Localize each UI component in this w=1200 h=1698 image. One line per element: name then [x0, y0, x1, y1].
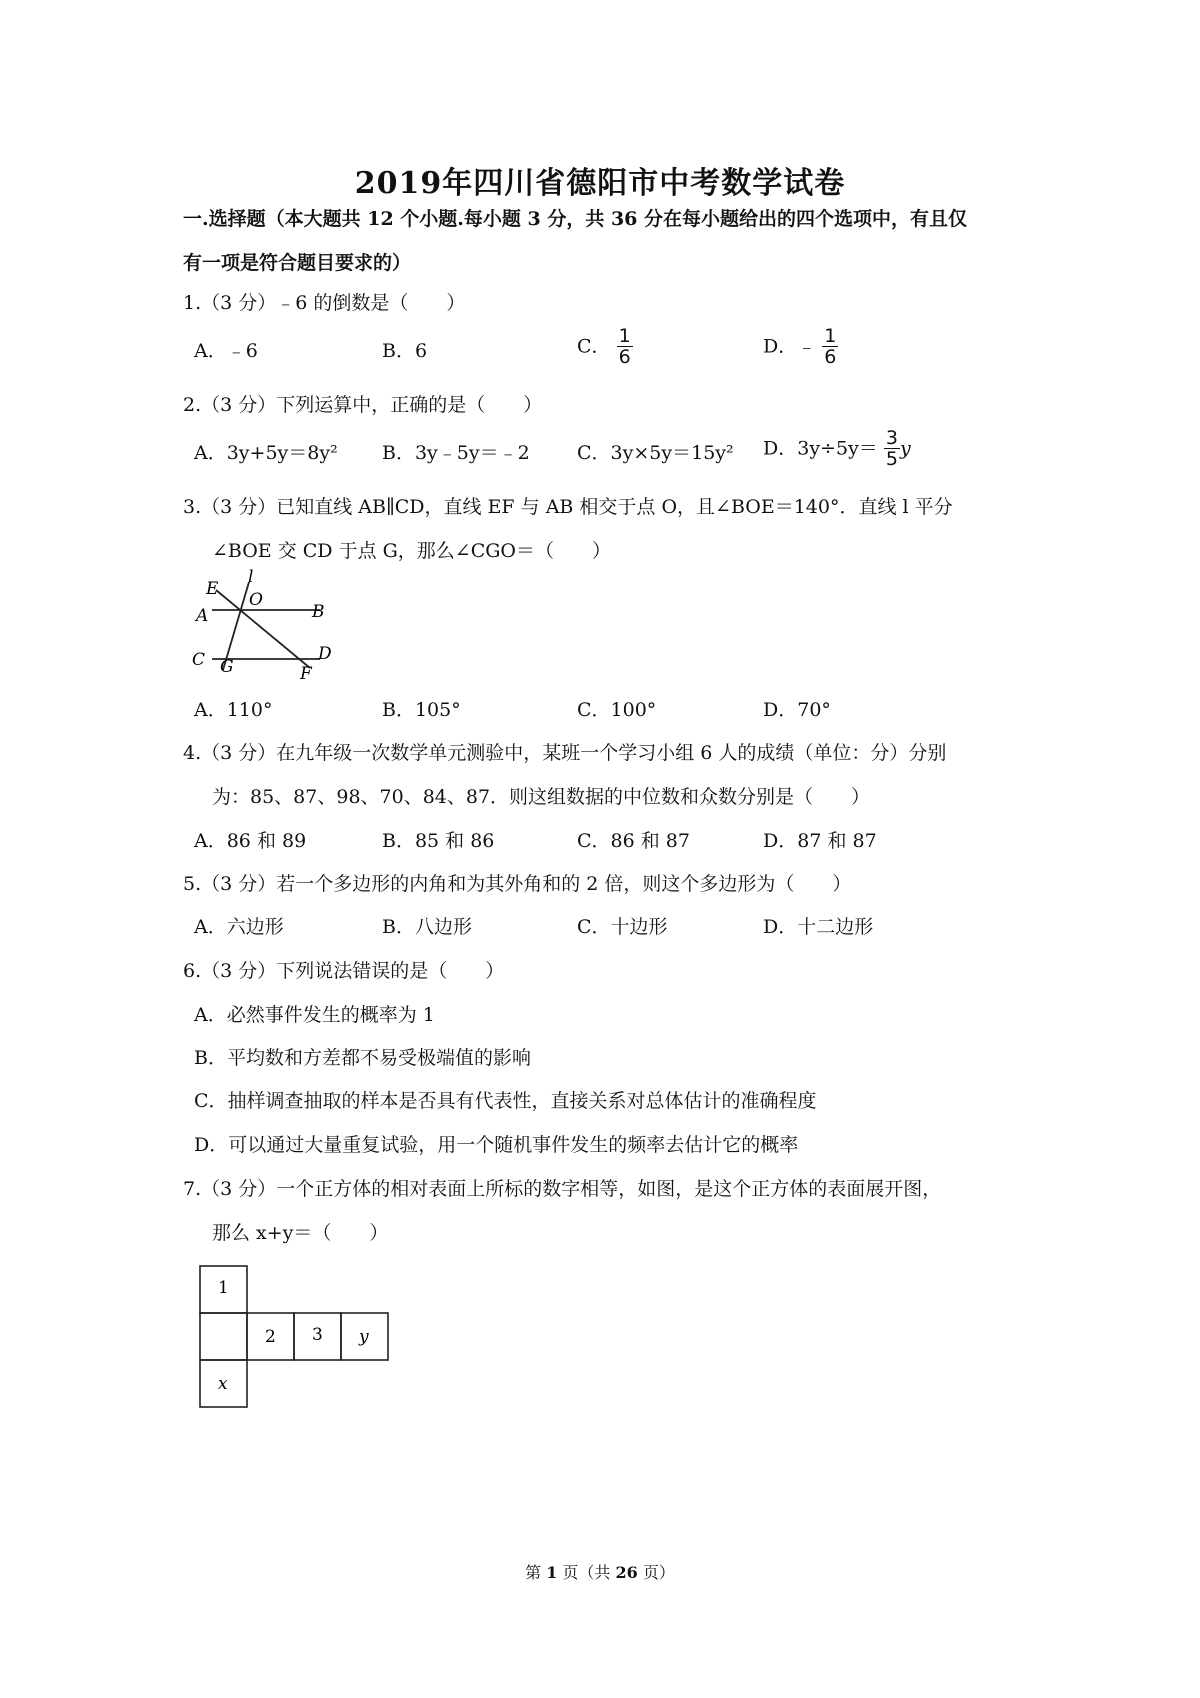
question-3-stem-line2: ∠BOE 交 CD 于点 G，那么∠CGO＝（ ）	[212, 540, 612, 562]
question-1-option-d	[763, 326, 838, 367]
section-heading-line2: 有一项是符合题目要求的）	[183, 252, 412, 274]
question-5-option-d: D．十二边形	[763, 916, 874, 938]
option-d-prefix: D．	[763, 335, 798, 358]
fraction	[822, 326, 838, 367]
net-label-y: y	[359, 1327, 369, 1347]
footer-suffix: 页）	[637, 1563, 675, 1582]
fraction	[884, 428, 900, 469]
net-label-1: 1	[218, 1278, 229, 1298]
page-footer	[0, 1560, 1200, 1583]
negative-sign: ﹣	[797, 335, 817, 358]
question-7-stem-line2: 那么 x+y＝（ ）	[212, 1222, 389, 1244]
question-4-option-b: B．85 和 86	[382, 830, 495, 852]
net-label-2: 2	[265, 1327, 276, 1347]
question-7-cube-net	[195, 1262, 395, 1414]
question-3-option-a: A．110°	[194, 699, 273, 721]
question-5-option-b: B．八边形	[382, 916, 472, 938]
fraction-numerator: 3	[885, 427, 898, 449]
option-d-suffix: y	[899, 437, 911, 460]
label-e: E	[206, 579, 219, 599]
fraction-denominator: 5	[885, 448, 898, 470]
net-label-x: x	[218, 1374, 228, 1394]
question-6-stem: 6.（3 分）下列说法错误的是（ ）	[183, 960, 505, 982]
question-3-option-c: C．100°	[577, 699, 657, 721]
question-4-option-c: C．86 和 87	[577, 830, 690, 852]
question-6-option-c: C．抽样调查抽取的样本是否具有代表性，直接关系对总体估计的准确程度	[194, 1090, 817, 1112]
question-6-option-d: D．可以通过大量重复试验，用一个随机事件发生的频率去估计它的概率	[194, 1134, 799, 1156]
label-f: F	[300, 664, 312, 680]
label-a: A	[196, 606, 209, 626]
question-4-stem-line1: 4.（3 分）在九年级一次数学单元测验中，某班一个学习小组 6 人的成绩（单位：分）分别	[183, 742, 947, 764]
question-3-option-b: B．105°	[382, 699, 461, 721]
question-4-option-d: D．87 和 87	[763, 830, 877, 852]
footer-total-pages: 26	[615, 1563, 638, 1582]
question-6-option-a: A．必然事件发生的概率为 1	[194, 1004, 435, 1026]
question-2-option-a: A．3y+5y＝8y²	[194, 442, 338, 464]
label-l: l	[248, 568, 254, 587]
fraction-numerator: 1	[618, 325, 631, 347]
question-1-option-c	[577, 326, 633, 367]
question-2-option-d	[763, 428, 911, 469]
question-1-option-a: A．﹣6	[194, 340, 258, 362]
question-1-stem: 1.（3 分）﹣6 的倒数是（ ）	[183, 292, 466, 314]
section-heading-line1: 一.选择题（本大题共 12 个小题.每小题 3 分，共 36 分在每小题给出的四个选项中，有且仅	[183, 208, 968, 230]
net-label-3: 3	[312, 1325, 323, 1345]
footer-prefix: 第	[525, 1563, 547, 1582]
fraction-denominator: 6	[824, 346, 837, 368]
question-3-stem-line1: 3.（3 分）已知直线 AB∥CD，直线 EF 与 AB 相交于点 O，且∠BOE＝140°．直线 l 平分	[183, 496, 953, 518]
question-7-stem-line1: 7.（3 分）一个正方体的相对表面上所标的数字相等，如图，是这个正方体的表面展开图，	[183, 1178, 942, 1200]
option-d-prefix: D．3y÷5y＝	[763, 437, 878, 460]
question-1-option-b: B．6	[382, 340, 428, 362]
question-2-option-c: C．3y×5y＝15y²	[577, 442, 734, 464]
footer-page-number: 1	[546, 1563, 558, 1582]
question-4-stem-line2: 为：85、87、98、70、84、87．则这组数据的中位数和众数分别是（ ）	[212, 786, 871, 808]
option-c-prefix: C．	[577, 335, 611, 358]
label-d: D	[318, 644, 332, 664]
question-3-figure	[190, 568, 340, 680]
fraction-denominator: 6	[618, 346, 631, 368]
question-5-option-c: C．十边形	[577, 916, 668, 938]
label-o: O	[249, 590, 263, 610]
question-5-stem: 5.（3 分）若一个多边形的内角和为其外角和的 2 倍，则这个多边形为（ ）	[183, 873, 852, 895]
fraction	[617, 326, 633, 367]
question-2-option-b: B．3y﹣5y＝﹣2	[382, 442, 530, 464]
footer-middle: 页（共	[557, 1563, 616, 1582]
question-2-stem: 2.（3 分）下列运算中，正确的是（ ）	[183, 394, 543, 416]
fraction-numerator: 1	[824, 325, 837, 347]
question-3-option-d: D．70°	[763, 699, 831, 721]
question-4-option-a: A．86 和 89	[194, 830, 307, 852]
label-g: G	[220, 657, 234, 677]
label-c: C	[192, 650, 206, 670]
page-title: 2019年四川省德阳市中考数学试卷	[354, 166, 846, 201]
question-5-option-a: A．六边形	[194, 916, 284, 938]
net-cell-left	[200, 1313, 247, 1360]
label-b: B	[312, 602, 325, 622]
question-6-option-b: B．平均数和方差都不易受极端值的影响	[194, 1047, 531, 1069]
